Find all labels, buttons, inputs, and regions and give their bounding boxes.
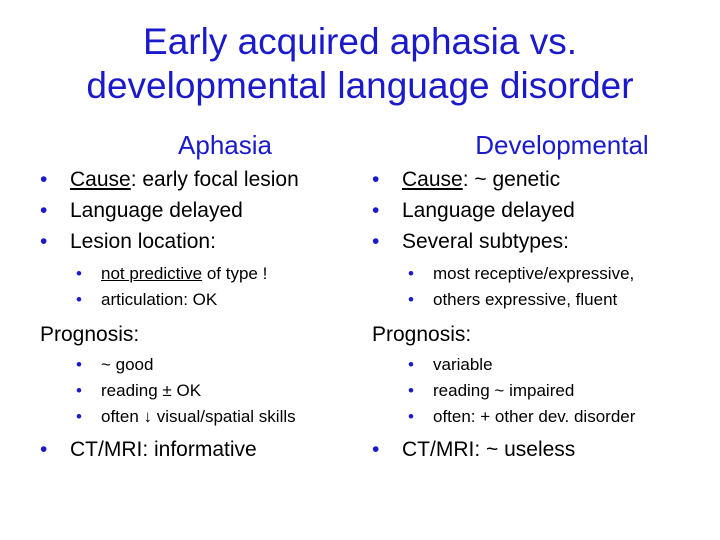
aphasia-language-item: • Language delayed (40, 195, 370, 226)
list-item: • articulation: OK (40, 287, 370, 313)
developmental-ct-item: • CT/MRI: ~ useless (372, 434, 712, 465)
list-item: • not predictive of type ! (40, 261, 370, 287)
bullet-icon: • (372, 199, 380, 222)
developmental-language-item: • Language delayed (372, 195, 712, 226)
developmental-cause-item (372, 164, 712, 195)
aphasia-lesion-sublist (40, 261, 370, 313)
bullet-icon: • (372, 168, 380, 191)
aphasia-cause-item (40, 164, 370, 195)
bullet-icon: • (372, 438, 380, 461)
cause-text: : early focal lesion (130, 168, 299, 191)
cause-label: Cause (70, 168, 131, 191)
bullet-icon: • (408, 407, 414, 426)
bullet-icon: • (40, 438, 48, 461)
bullet-icon: • (76, 290, 82, 309)
bullet-icon: • (408, 290, 414, 309)
aphasia-prognosis-label: Prognosis: (40, 323, 140, 346)
list-item: • most receptive/expressive, (372, 261, 712, 287)
list-item: • ~ good (40, 352, 370, 378)
list-item: • often: + other dev. disorder (372, 404, 712, 430)
bullet-icon: • (408, 381, 414, 400)
aphasia-lesion-item: • Lesion location: (40, 226, 370, 257)
title-line-1: Early acquired aphasia vs. (143, 21, 577, 62)
title-line-2: developmental language disorder (86, 65, 634, 106)
slide-title (0, 20, 720, 108)
aphasia-ct-item: • CT/MRI: informative (40, 434, 370, 465)
bullet-icon: • (76, 381, 82, 400)
developmental-subtypes-sublist (372, 261, 712, 313)
list-item: • others expressive, fluent (372, 287, 712, 313)
developmental-prognosis-label: Prognosis: (372, 323, 472, 346)
bullet-icon: • (408, 264, 414, 283)
bullet-icon: • (40, 199, 48, 222)
bullet-icon: • (76, 264, 82, 283)
developmental-prognosis-list (372, 352, 712, 430)
developmental-subtypes-item: • Several subtypes: (372, 226, 712, 257)
aphasia-ct-list (40, 434, 370, 465)
bullet-icon: • (40, 230, 48, 253)
list-item: • often ↓ visual/spatial skills (40, 404, 370, 430)
aphasia-heading: Aphasia (178, 130, 272, 160)
list-item: • reading ~ impaired (372, 378, 712, 404)
bullet-icon: • (408, 355, 414, 374)
list-item: • variable (372, 352, 712, 378)
aphasia-list (40, 164, 370, 257)
bullet-icon: • (76, 407, 82, 426)
developmental-heading: Developmental (475, 130, 649, 160)
aphasia-column (40, 128, 370, 465)
list-item: • reading ± OK (40, 378, 370, 404)
bullet-icon: • (76, 355, 82, 374)
cause-label: Cause (402, 168, 463, 191)
developmental-ct-list (372, 434, 712, 465)
developmental-list (372, 164, 712, 257)
bullet-icon: • (372, 230, 380, 253)
cause-text: : ~ genetic (462, 168, 561, 191)
bullet-icon: • (40, 168, 48, 191)
aphasia-prognosis-list (40, 352, 370, 430)
developmental-column (372, 128, 712, 465)
